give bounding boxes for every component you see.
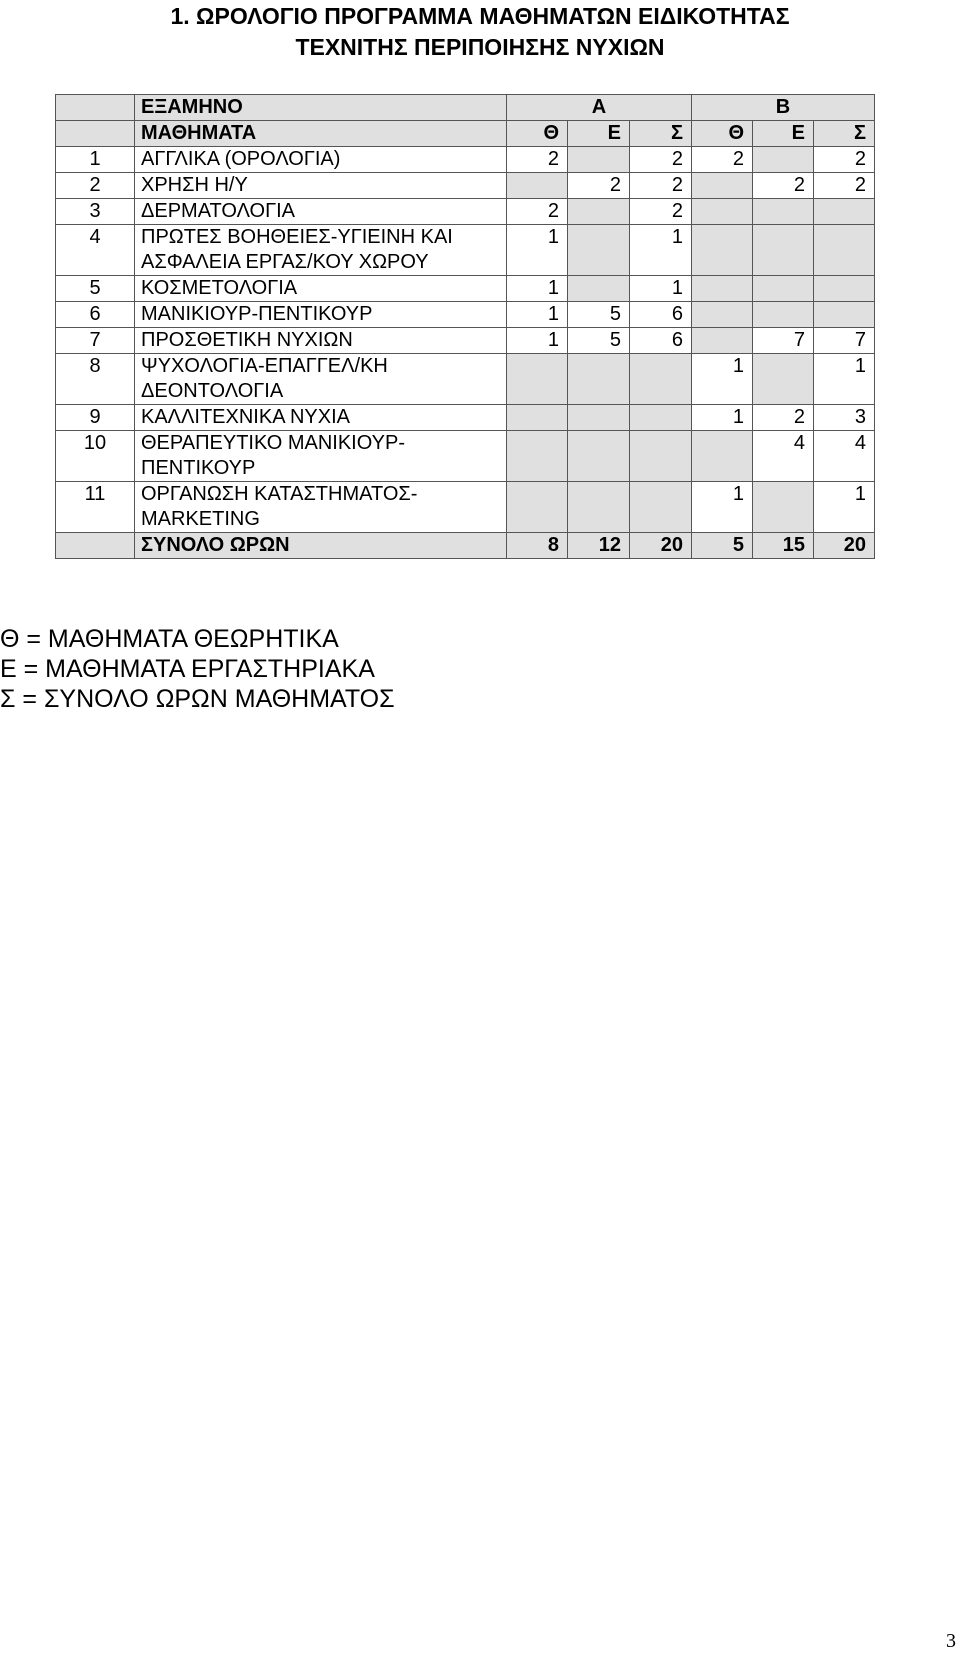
hours-cell: 1 — [814, 354, 875, 405]
row-number: 8 — [56, 354, 135, 405]
header-corner — [56, 95, 135, 121]
courses-label: ΜΑΘΗΜΑΤΑ — [135, 121, 507, 147]
empty-cell — [630, 354, 692, 405]
hours-cell: 4 — [753, 431, 814, 482]
table-row — [56, 302, 875, 328]
table-row — [56, 173, 875, 199]
empty-cell — [630, 405, 692, 431]
table-row — [56, 199, 875, 225]
hours-cell: 2 — [753, 173, 814, 199]
empty-cell — [753, 147, 814, 173]
hours-cell: 2 — [630, 147, 692, 173]
total-row — [56, 533, 875, 559]
empty-cell — [692, 431, 753, 482]
hours-cell: 2 — [814, 173, 875, 199]
hours-cell: 2 — [814, 147, 875, 173]
total-cell: 12 — [568, 533, 630, 559]
hours-cell: 1 — [507, 276, 568, 302]
empty-cell — [507, 173, 568, 199]
row-number: 6 — [56, 302, 135, 328]
empty-cell — [568, 199, 630, 225]
table-row — [56, 147, 875, 173]
total-label: ΣΥΝΟΛΟ ΩΡΩΝ — [135, 533, 507, 559]
hours-cell: 2 — [630, 199, 692, 225]
empty-cell — [568, 482, 630, 533]
hours-cell: 1 — [630, 225, 692, 276]
table-row — [56, 405, 875, 431]
hours-cell: 2 — [568, 173, 630, 199]
empty-cell — [814, 302, 875, 328]
sub-header: Σ — [630, 121, 692, 147]
sub-header: Θ — [507, 121, 568, 147]
course-name: ΧΡΗΣΗ Η/Υ — [135, 173, 507, 199]
course-name: ΔΕΡΜΑΤΟΛΟΓΙΑ — [135, 199, 507, 225]
course-name: ΚΟΣΜΕΤΟΛΟΓΙΑ — [135, 276, 507, 302]
header-corner — [56, 121, 135, 147]
course-name: ΚΑΛΛΙΤΕΧΝΙΚΑ ΝΥΧΙΑ — [135, 405, 507, 431]
semester-a-header: Α — [507, 95, 692, 121]
empty-cell — [753, 199, 814, 225]
legend-total: Σ = ΣΥΝΟΛΟ ΩΡΩΝ ΜΑΘΗΜΑΤΟΣ — [0, 685, 395, 713]
header-row-semester — [56, 95, 875, 121]
hours-cell: 5 — [568, 302, 630, 328]
title-line-1: 1. ΩΡΟΛΟΓΙΟ ΠΡΟΓΡΑΜΜΑ ΜΑΘΗΜΑΤΩΝ ΕΙΔΙΚΟΤΗΤΑΣ — [170, 3, 790, 29]
table-row — [56, 276, 875, 302]
semester-b-header: Β — [692, 95, 875, 121]
empty-cell — [630, 431, 692, 482]
empty-cell — [692, 328, 753, 354]
row-number: 3 — [56, 199, 135, 225]
hours-cell: 2 — [630, 173, 692, 199]
hours-cell: 2 — [507, 199, 568, 225]
empty-cell — [568, 147, 630, 173]
empty-cell — [692, 302, 753, 328]
total-cell: 5 — [692, 533, 753, 559]
sub-header: Ε — [753, 121, 814, 147]
empty-cell — [568, 354, 630, 405]
table-row — [56, 482, 875, 533]
table-row — [56, 354, 875, 405]
sub-header: Θ — [692, 121, 753, 147]
empty-cell — [753, 276, 814, 302]
empty-cell — [568, 276, 630, 302]
hours-cell: 3 — [814, 405, 875, 431]
total-corner — [56, 533, 135, 559]
row-number: 7 — [56, 328, 135, 354]
hours-cell: 2 — [753, 405, 814, 431]
empty-cell — [753, 354, 814, 405]
sub-header: Ε — [568, 121, 630, 147]
empty-cell — [568, 405, 630, 431]
total-cell: 15 — [753, 533, 814, 559]
empty-cell — [568, 225, 630, 276]
empty-cell — [568, 431, 630, 482]
hours-cell: 1 — [692, 354, 753, 405]
hours-cell: 2 — [507, 147, 568, 173]
empty-cell — [507, 482, 568, 533]
row-number: 5 — [56, 276, 135, 302]
title-line-2: ΤΕΧΝΙΤΗΣ ΠΕΡΙΠΟΙΗΣΗΣ ΝΥΧΙΩΝ — [295, 34, 665, 60]
hours-cell: 2 — [692, 147, 753, 173]
course-name: ΨΥΧΟΛΟΓΙΑ-ΕΠΑΓΓΕΛ/ΚΗ ΔΕΟΝΤΟΛΟΓΙΑ — [135, 354, 507, 405]
empty-cell — [753, 302, 814, 328]
table-row — [56, 328, 875, 354]
sub-header: Σ — [814, 121, 875, 147]
empty-cell — [753, 482, 814, 533]
course-name: ΜΑΝΙΚΙΟΥΡ-ΠΕΝΤΙΚΟΥΡ — [135, 302, 507, 328]
empty-cell — [692, 199, 753, 225]
hours-cell: 1 — [507, 302, 568, 328]
course-name: ΘΕΡΑΠΕΥΤΙΚΟ ΜΑΝΙΚΙΟΥΡ-ΠΕΝΤΙΚΟΥΡ — [135, 431, 507, 482]
row-number: 10 — [56, 431, 135, 482]
empty-cell — [507, 431, 568, 482]
hours-cell: 1 — [692, 405, 753, 431]
total-cell: 20 — [814, 533, 875, 559]
hours-cell: 1 — [630, 276, 692, 302]
total-cell: 20 — [630, 533, 692, 559]
empty-cell — [814, 199, 875, 225]
course-name: ΠΡΩΤΕΣ ΒΟΗΘΕΙΕΣ-ΥΓΙΕΙΝΗ ΚΑΙ ΑΣΦΑΛΕΙΑ ΕΡΓΑΣ/ΚΟΥ ΧΩΡΟΥ — [135, 225, 507, 276]
row-number: 4 — [56, 225, 135, 276]
header-row-courses — [56, 121, 875, 147]
course-name: ΑΓΓΛΙΚΑ (ΟΡΟΛΟΓΙΑ) — [135, 147, 507, 173]
hours-cell: 1 — [814, 482, 875, 533]
course-name: ΠΡΟΣΘΕΤΙΚΗ ΝΥΧΙΩΝ — [135, 328, 507, 354]
semester-label: ΕΞΑΜΗΝΟ — [135, 95, 507, 121]
table-row — [56, 431, 875, 482]
total-cell: 8 — [507, 533, 568, 559]
course-name: ΟΡΓΑΝΩΣΗ ΚΑΤΑΣΤΗΜΑΤΟΣ-MARKETING — [135, 482, 507, 533]
hours-cell: 1 — [507, 225, 568, 276]
legend-theory: Θ = ΜΑΘΗΜΑΤΑ ΘΕΩΡΗΤΙΚΑ — [0, 625, 339, 653]
page-number: 3 — [946, 1630, 956, 1652]
empty-cell — [814, 276, 875, 302]
row-number: 9 — [56, 405, 135, 431]
empty-cell — [692, 225, 753, 276]
hours-cell: 6 — [630, 328, 692, 354]
hours-cell: 1 — [507, 328, 568, 354]
empty-cell — [507, 354, 568, 405]
empty-cell — [692, 276, 753, 302]
hours-cell: 5 — [568, 328, 630, 354]
empty-cell — [753, 225, 814, 276]
hours-cell: 1 — [692, 482, 753, 533]
row-number: 2 — [56, 173, 135, 199]
hours-cell: 7 — [753, 328, 814, 354]
legend-lab: Ε = ΜΑΘΗΜΑΤΑ ΕΡΓΑΣΤΗΡΙΑΚΑ — [0, 655, 375, 683]
empty-cell — [814, 225, 875, 276]
hours-cell: 4 — [814, 431, 875, 482]
schedule-table — [55, 94, 875, 559]
hours-cell: 7 — [814, 328, 875, 354]
empty-cell — [507, 405, 568, 431]
row-number: 11 — [56, 482, 135, 533]
empty-cell — [692, 173, 753, 199]
row-number: 1 — [56, 147, 135, 173]
table-row — [56, 225, 875, 276]
empty-cell — [630, 482, 692, 533]
hours-cell: 6 — [630, 302, 692, 328]
